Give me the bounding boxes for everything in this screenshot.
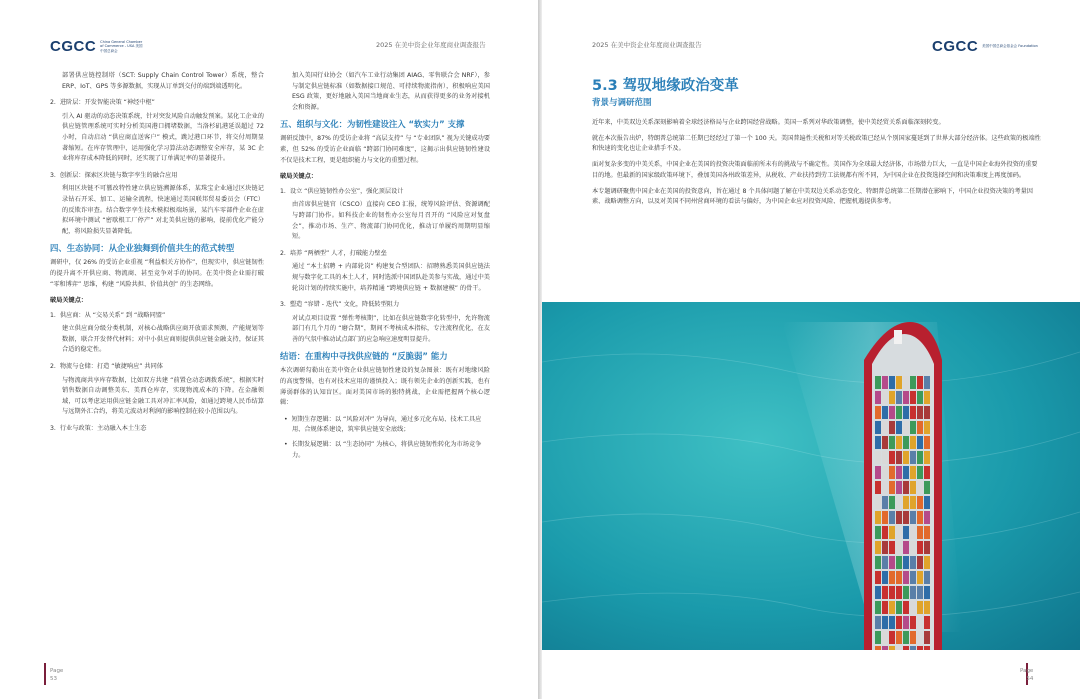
- section-subtitle: 背景与调研范围: [592, 98, 652, 108]
- report-title: 2025 在美中资企业年度商业调查报告: [376, 41, 486, 49]
- paragraph: 通过 “本土招聘 + 内部轮岗” 构建复合型团队：招聘熟悉美国供应链法规与数字化工具的本土人才，同时选派中国团队赴美参与实战，通过中美轮岗计划的持续实施中，培养精通 “跨境供应链 + 数据建模” 的骨干。: [292, 263, 490, 292]
- paragraph: 就在本次报告出炉，特朗普总统第二任期已经经过了第一个 100 天。美国普遍性关税和对等关税政策已经从个别国家蔓延到了世界大部分经济体。这些政策的极端性和快速的变化也让企业措手不及。: [592, 134, 1041, 153]
- right-body-text: [592, 118, 1042, 213]
- page-footer: [1020, 667, 1033, 683]
- key-points-label: 破局关键点：: [280, 173, 318, 181]
- paragraph: 部署供应链控制塔（SCT: Supply Chain Control Tower）系统，整合 ERP、IoT、GPS 等多源数据，实现从订单到交付的端到端透明化。: [62, 72, 264, 90]
- section-heading: 四、生态协同：从企业独舞到价值共生的范式转型: [50, 243, 235, 254]
- page-label: Page: [1020, 668, 1034, 674]
- list-item: 1. 设立 “供应链韧性办公室”，强化顶层设计: [280, 187, 404, 195]
- cgcc-logo: [50, 38, 144, 55]
- list-item: 3. 创新层：探索区块链与数字孪生的融合应用: [50, 171, 178, 179]
- left-page: [0, 0, 538, 699]
- list-item: 3. 塑造 “容错 - 迭代” 文化，降低转型阻力: [280, 301, 400, 309]
- paragraph: 与物流商共享库存数据，比如双方共建 “前置仓动态调拨系统”，根据实时销售数据自动调整美东、美西仓库存，实现物流成本的下降。在金融领域，可以考虑运用供应链金融工具对冲汇率风险，如通过跨境人民币结算与远期外汇合约，将美元波动对利润的影响控制在较小范围以内。: [62, 376, 264, 416]
- list-item: 2. 物流与仓储：打造 “敏捷响应” 共同体: [50, 363, 163, 371]
- logo-subtitle: China General Chamber of Commerce - USA 美国中国总商会: [100, 39, 143, 53]
- paragraph: 调研反馈中，87% 的受访企业将 “高层支持” 与 “专业团队” 视为关键成功要素，但 52% 的受访企业面临 “跨部门协同难度”，这揭示出供应链韧性建设不仅是技术工程，更是组织能力与文化的重塑过程。: [280, 135, 490, 164]
- section-title: 5.3 驾驭地缘政治变革: [592, 78, 739, 94]
- page-label: Page: [50, 668, 64, 674]
- cgcc-foundation-logo: [932, 38, 1040, 55]
- paragraph: 面对复杂多变的中美关系，中国企业在美国的投资决策面临前所未有的挑战与不确定性。美国作为全球最大经济体，市场潜力巨大，一直是中国企业海外投资的重要目的地。但最新的国家级政策环境下，叠加美国各州政策差异，从税收、产业扶持到劳工法规都有所不同，为中国企业在投资选择空间和决策难度上再度加码。: [592, 161, 1038, 179]
- list-item: 3. 行业与政策：主动融入本土生态: [50, 425, 147, 433]
- paragraph: 引入 AI 驱动的动态决策系统，针对突发风险自动触发预案。某化工企业的供应链管理系统可实时分析美国港口拥堵数据，当洛杉矶港延误超过 72 小时，自动启动 “供应商直送客户” 模式，跳过港口环节，将交付周期显著缩短。在库存管理中，运用强化学习算法动态调整安全库存，某 3C 企业将库存成本降低的同时，还实现了订单满足率的显著提升。: [62, 112, 264, 163]
- section-heading: 五、组织与文化：为韧性建设注入 “软实力” 支撑: [280, 119, 465, 130]
- paragraph: 近年来，中美双边关系深刻影响着全球经济格局与企业跨国经营战略。美国一系列对华政策调整，使中美经贸关系面临深刻转变。: [592, 119, 945, 126]
- section-heading: 结语：在重构中寻找供应链的 “反脆弱” 能力: [280, 351, 448, 362]
- logo-mark: CGCC: [932, 38, 979, 55]
- paragraph: 由首席供应链官（CSCO）直接向 CEO 汇报，统筹风险评估、资源调配与跨部门协作。如科技企业的韧性办公室每月召开的 “风险应对复盘会”，推动市场、生产、物流部门协同优化，推动订单履约周期明显缩短。: [292, 201, 490, 241]
- left-column-1: [50, 71, 264, 438]
- container-ship-photo: [542, 302, 1080, 650]
- left-column-2: [280, 71, 490, 465]
- logo-mark: CGCC: [50, 38, 97, 55]
- list-item: 2. 进阶层：开发智能决策 “神经中枢”: [50, 99, 155, 107]
- paragraph: 本次调研勾勒出在美中资企业供应链韧性建设的复杂图景：既有对地缘风险的高度警惕，也有对技术应用的谨慎投入；既有领先企业的创新实践，也有薄弱群体的认知盲区。面对美国市场的独特挑战，企业需把握两个核心逻辑：: [280, 367, 490, 407]
- bullet-item: • 短期生存逻辑：以 “风险对冲” 为导向，通过多元化布局、技术工具应用、合规体系建设，筑牢供应链安全底线；: [284, 415, 482, 434]
- logo-subtitle: 美国中国总商会基金会 Foundation: [982, 44, 1038, 49]
- key-points-label: 破局关键点：: [50, 297, 88, 305]
- paragraph: 对试点项目设置 “弹性考核期”，比如在供应链数字化转型中，允许物流部门有几个月的 “磨合期”，期间不考核成本指标，专注流程优化，在友善的气氛中推动试点部门的应急响应速度明显提升。: [292, 314, 490, 343]
- page-number: 54: [1026, 676, 1034, 682]
- bullet-item: • 长期发展逻辑：以 “生态协同” 为核心，将供应链韧性转化为市场竞争力。: [284, 441, 482, 459]
- paragraph: 加入美国行业协会（如汽车工业行动集团 AIAG、零售联合会 NRF），参与制定供应链标准（如数据接口规范、可持续物流指南），积极响应美国 ESG 政策，更好地融入美国当地商业生态，从而获得更多的业务对接机会和资源。: [292, 72, 490, 111]
- page-footer: [50, 667, 63, 683]
- footer-bar: [44, 663, 46, 685]
- list-item: 2. 培养 “两栖型” 人才，打破能力壁垒: [280, 249, 387, 257]
- paragraph: 调研中，仅 26% 的受访企业重视 “利益相关方协作”，但现实中，供应链韧性的提升离不开供应商、物流商、甚至竞争对手的协同。在美中资企业需打破 “零和博弈” 思维，构建 “风险共担、价值共创” 的生态网络。: [50, 259, 264, 288]
- page-number: 53: [50, 676, 57, 682]
- paragraph: 利用区块链不可篡改特性建立供应链溯源体系，某珠宝企业通过区块链记录钻石开采、加工、运输全流程，快速通过美国联邦贸易委员会（FTC）的反欺诈审查。结合数字孪生技术模拟极端场景，某汽车零部件企业在虚拟环境中测试 “密歇根工厂停产” 对北美供应链的影响，提前优化产能分配，将风险损失显著降低。: [62, 185, 264, 235]
- report-title: 2025 在美中资企业年度商业调查报告: [592, 41, 702, 49]
- paragraph: 建立供应商分级分类机制，对核心战略供应商开放需求预测、产能规划等数据，联合开发替代材料；对中小供应商则提供供应链金融支持，保证其合适的稳定性。: [62, 325, 264, 354]
- list-item: 1. 供应商：从 “交易关系” 到 “战略同盟”: [50, 311, 166, 319]
- right-page: [542, 0, 1080, 699]
- paragraph: 本专题调研聚焦中国企业在美国的投资意向，旨在通过 8 个具体问题了解在中美双边关系动态变化、特朗普总统第二任期潜在影响下，中国企业投资决策的考量因素、战略调整方向，以及对美国不同州营商环境的看法与偏好，为中国企业应对投资风险、把握机遇提供参考。: [592, 187, 1033, 206]
- container-ship-image: [542, 302, 1080, 650]
